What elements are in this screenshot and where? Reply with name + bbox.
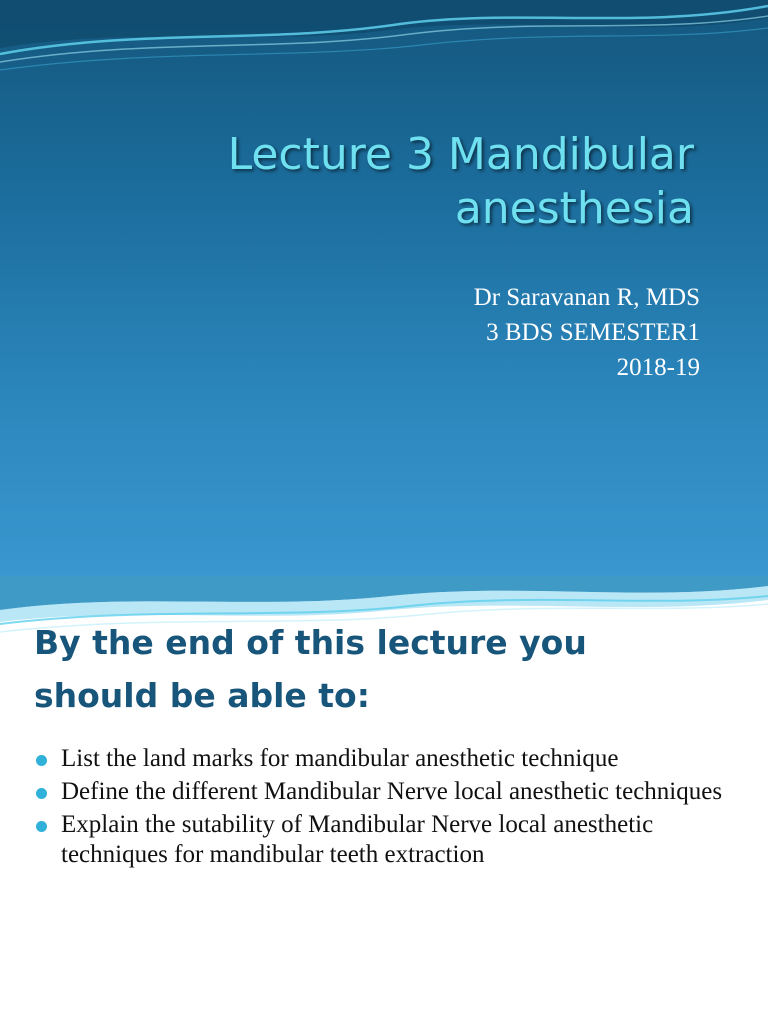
list-item-text: Explain the sutability of Mandibular Nerve local anesthetic techniques for mandibular teeth extraction bbox=[61, 811, 654, 868]
round-bullet-icon bbox=[36, 821, 47, 832]
decorative-wave-header bbox=[0, 0, 768, 90]
list-item bbox=[34, 810, 734, 870]
list-item bbox=[34, 777, 734, 807]
objectives-list bbox=[34, 744, 734, 873]
list-item-text: Define the different Mandibular Nerve local anesthetic techniques bbox=[61, 778, 723, 805]
author-line: Dr Saravanan R, MDS bbox=[473, 284, 700, 311]
list-item bbox=[34, 744, 734, 774]
list-item-text: List the land marks for mandibular anesthetic technique bbox=[61, 745, 619, 772]
year-line: 2018-19 bbox=[616, 354, 700, 381]
round-bullet-icon bbox=[36, 755, 47, 766]
slide-title-line-1: Lecture 3 Mandibular bbox=[227, 129, 694, 180]
slide-heading bbox=[34, 616, 754, 722]
slide-title-line-2: anesthesia bbox=[454, 182, 694, 234]
slide-heading-line-1: By the end of this lecture you bbox=[34, 623, 587, 662]
slide-title bbox=[0, 128, 694, 235]
course-line: 3 BDS SEMESTER1 bbox=[486, 319, 700, 346]
round-bullet-icon bbox=[36, 788, 47, 799]
objectives-slide bbox=[0, 576, 768, 1024]
slide-subtitle bbox=[0, 280, 700, 385]
slide-heading-line-2: should be able to: bbox=[34, 676, 370, 715]
